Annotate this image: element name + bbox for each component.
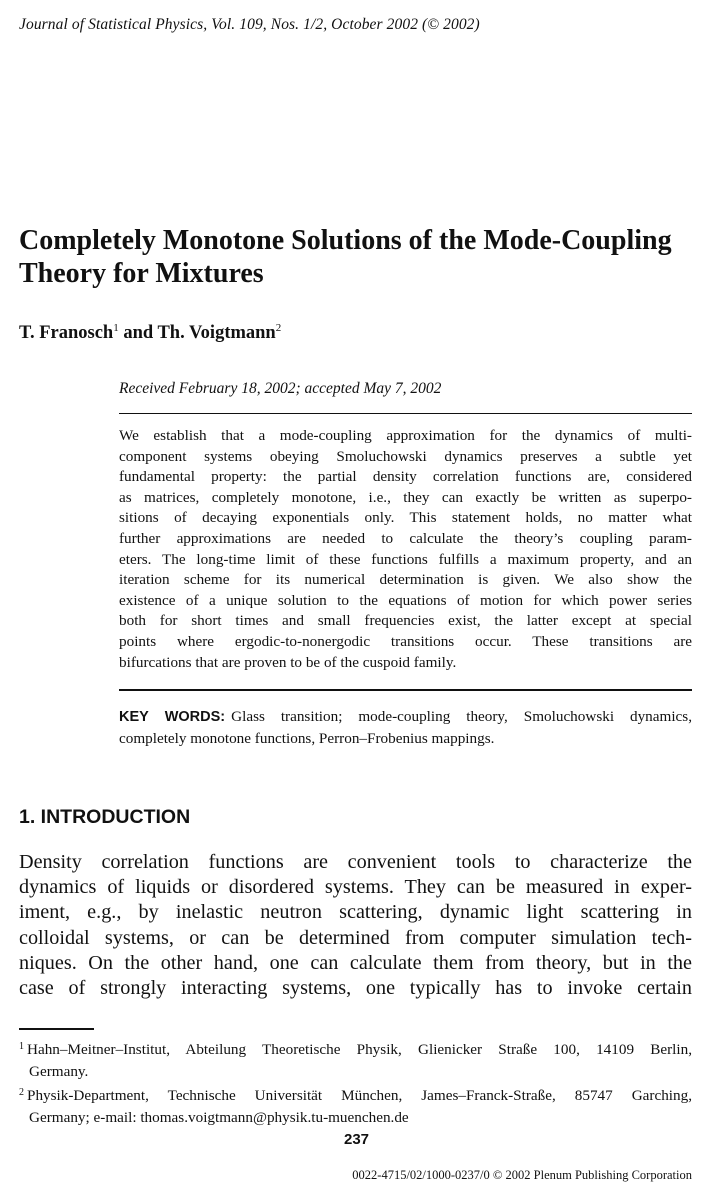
abstract-bottom-rule xyxy=(119,689,692,691)
keywords-label: KEY WORDS: xyxy=(119,709,226,725)
abstract-line: sitions of decaying exponentials only. This statement holds, no matter what xyxy=(119,509,692,527)
footnote-rule xyxy=(19,1028,94,1030)
paper-title xyxy=(19,224,699,290)
abstract-line: We establish that a mode-coupling approximation for the dynamics of multi- xyxy=(119,427,692,444)
affiliation-mark: 1 xyxy=(113,322,119,334)
footnotes xyxy=(19,1036,692,1128)
footnote-1-continued: Germany. xyxy=(29,1062,89,1080)
footnote-1 xyxy=(19,1036,692,1061)
keywords-line xyxy=(119,706,692,728)
abstract-line: iteration scheme for its numerical determination is given. We also show the xyxy=(119,571,692,589)
abstract-line: further approximations are needed to calculate the theory’s coupling param- xyxy=(119,529,692,547)
footnote-mark: 1 xyxy=(19,1041,24,1052)
footnote-2-continued: Germany; e-mail: thomas.voigtmann@physik.tu-muenchen.de xyxy=(29,1108,409,1126)
body-line: dynamics of liquids or disordered systems. They can be measured in exper- xyxy=(19,876,692,899)
affiliation-mark: 2 xyxy=(275,322,282,334)
footnote-2 xyxy=(19,1082,692,1107)
title-line: Completely Monotone Solutions of the Mode-Coupling xyxy=(19,225,672,256)
body-line: case of strongly interacting systems, one typically has to invoke certain xyxy=(19,977,692,1000)
author-name: Th. Voigtmann xyxy=(157,323,276,343)
body-line: Density correlation functions are convenient tools to characterize the xyxy=(19,851,692,873)
body-line: niques. On the other hand, one can calculate them from theory, but in the xyxy=(19,951,692,974)
body-line: iment, e.g., by inelastic neutron scattering, dynamic light scattering in xyxy=(19,901,692,924)
section-heading: 1. INTRODUCTION xyxy=(19,806,191,828)
abstract-line: both for short times and small frequencies exist, the latter except at special xyxy=(119,612,692,630)
page-number: 237 xyxy=(343,1131,370,1148)
abstract-top-rule xyxy=(119,413,692,414)
abstract xyxy=(119,426,692,673)
title-line: Theory for Mixtures xyxy=(19,258,264,289)
abstract-line: eters. The long-time limit of these functions fulfills a maximum property, and an xyxy=(119,550,692,568)
body-line: colloidal systems, or can be determined from computer simulation tech- xyxy=(19,926,692,949)
introduction-text xyxy=(19,850,692,1001)
abstract-line: existence of a unique solution to the equations of motion for which power series xyxy=(119,591,692,609)
abstract-line: component systems obeying Smoluchowski dynamics preserves a subtle yet xyxy=(119,447,692,465)
keywords-line: completely monotone functions, Perron–Frobenius mappings. xyxy=(119,730,495,747)
abstract-line: fundamental property: the partial density correlation functions are, considered xyxy=(119,468,692,486)
running-head: Journal of Statistical Physics, Vol. 109, Nos. 1/2, October 2002 (© 2002) xyxy=(19,16,480,33)
author-name: T. Franosch xyxy=(19,323,114,343)
author-conjunction: and xyxy=(118,323,158,343)
footnote-mark: 2 xyxy=(19,1087,24,1098)
footnote-text: Physik-Department, Technische Universität München, James–Franck-Straße, 85747 Garching, xyxy=(27,1087,692,1104)
abstract-line: as matrices, completely monotone, i.e., they can exactly be written as superpo- xyxy=(119,488,692,506)
author-list xyxy=(19,322,699,344)
keywords-text: Glass transition; mode-coupling theory, Smoluchowski dynamics, xyxy=(231,708,692,725)
abstract-line: points where ergodic-to-nonergodic transitions occur. These transitions are xyxy=(119,632,692,650)
keywords xyxy=(119,706,692,749)
abstract-line: bifurcations that are proven to be of the cuspoid family. xyxy=(119,653,457,671)
received-dates: Received February 18, 2002; accepted May 7, 2002 xyxy=(119,380,442,397)
footnote-text: Hahn–Meitner–Institut, Abteilung Theoretische Physik, Glienicker Straße 100, 14109 Berlin, xyxy=(27,1041,692,1058)
copyright-line: 0022-4715/02/1000-0237/0 © 2002 Plenum Publishing Corporation xyxy=(352,1168,692,1182)
